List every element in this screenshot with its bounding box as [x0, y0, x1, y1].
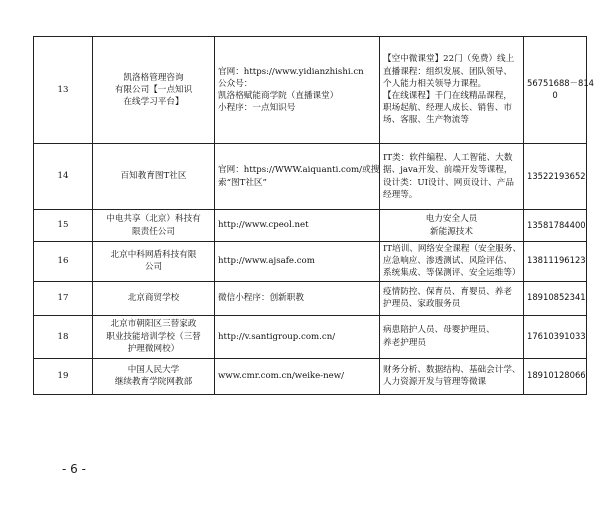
website-cell [215, 37, 380, 144]
course-content-line: 【空中微课堂】22门（免费）线上 [383, 54, 515, 65]
row-number-cell: 15 [34, 210, 93, 242]
website-line: 凯洛格赋能商学院（直播课堂） [218, 91, 339, 101]
course-content-line: IT类：软件编程、人工智能、大数 [383, 153, 513, 164]
course-content-cell [380, 242, 524, 282]
row-number-cell: 16 [34, 242, 93, 282]
table-row [34, 210, 587, 242]
website-cell [215, 281, 380, 315]
website-line: http://v.santigroup.com.cn/ [218, 331, 336, 342]
website-line: http://www.cpeol.net [218, 220, 309, 231]
organization-line: 继续教育学院网教部 [114, 377, 193, 388]
course-content-line: 财务分析、数据结构、基础会计学、 [383, 364, 521, 375]
contact-phone-cell [524, 144, 587, 210]
organization-cell [93, 242, 215, 282]
contact-phone-cell [524, 358, 587, 394]
course-content-line: 应急响应、渗透测试、风险评估、 [383, 256, 512, 267]
table-row [34, 37, 587, 144]
course-content-line: 电力安全人员 [425, 214, 478, 225]
contact-phone-line: 0 [552, 90, 558, 100]
website-cell [215, 358, 380, 394]
course-content-line: 设计类：UI设计、网页设计、产品 [383, 177, 514, 188]
table-row [34, 281, 587, 315]
course-content-cell [380, 358, 524, 394]
course-content-cell [380, 210, 524, 242]
website-cell [215, 242, 380, 282]
organization-line: 百知教育图T社区 [120, 171, 187, 182]
course-content-line: 护理员、家政服务员 [383, 299, 461, 310]
course-content-line: 直播课程：组织发展、团队领导、 [383, 66, 512, 77]
organization-line: 有限公司【一点知识 [114, 84, 193, 95]
course-content-line: IT培训、网络安全课程（安全服务、 [383, 244, 522, 254]
contact-phone-line: 17610391033 [527, 330, 586, 341]
course-content-line: 【在线课程】千门在线精品课程， [383, 91, 512, 101]
website-line: 微信小程序：创新职教 [218, 293, 304, 303]
organization-line: 凯洛格管理咨询 [123, 72, 184, 83]
table-body [34, 37, 594, 395]
table-row [34, 242, 587, 282]
contact-phone-cell [524, 281, 587, 315]
website-line: www.cmr.com.cn/weike-new/ [218, 371, 345, 381]
organization-line: 护理微网校） [127, 343, 180, 354]
course-content-line: 据、java开发、前端开发等课程， [383, 165, 513, 176]
website-line: 公众号： [218, 78, 253, 89]
table-row [34, 315, 587, 358]
course-content-line: 新能源技术 [430, 226, 473, 237]
contact-phone-line: 13522193652 [527, 170, 586, 181]
contact-phone-line: 18910128066 [527, 370, 586, 381]
table-row [34, 144, 587, 210]
organization-line: 北京商贸学校 [127, 293, 180, 303]
page-number: - 6 - [62, 462, 86, 476]
organization-line: 限责任公司 [132, 226, 175, 237]
website-line: http://www.ajsafe.com [218, 256, 315, 267]
course-content-line: 个人能力相关领导力课程。 [383, 78, 487, 89]
course-content-line: 场、客服、生产物流等 [383, 115, 469, 126]
website-line: 官网：https://www.yidianzhishi.cn [218, 66, 364, 77]
row-number-cell: 14 [34, 144, 93, 210]
organization-line: 公司 [144, 262, 163, 273]
course-content-line: 人力资源开发与管理等微课 [383, 377, 487, 388]
course-content-line: 职场起航、经理人成长、销售、市 [383, 103, 512, 114]
row-number-cell: 13 [34, 37, 93, 144]
course-content-cell [380, 315, 524, 358]
contact-phone-cell [524, 315, 587, 358]
organization-line: 职业技能培训学校（三替 [106, 331, 201, 342]
organization-line: 在线学习平台】 [123, 97, 184, 108]
row-number-cell: 18 [34, 315, 93, 358]
organization-cell [93, 315, 215, 358]
course-content-line: 疫情防控、保育员、育婴员、养老 [383, 286, 512, 297]
contact-phone-cell [524, 210, 587, 242]
organization-cell [93, 144, 215, 210]
website-line: 官网：https://WWW.aiquanti.com/或搜 [218, 165, 380, 176]
organization-line: 北京中科网盾科技有限 [110, 250, 197, 261]
website-cell [215, 315, 380, 358]
row-number-cell: 19 [34, 358, 93, 394]
course-content-line: 经理等。 [383, 189, 418, 200]
row-number-cell: 17 [34, 281, 93, 315]
website-line: 索“图T社区” [218, 177, 267, 188]
course-content-cell [380, 37, 524, 144]
organization-cell [93, 37, 215, 144]
organization-cell [93, 281, 215, 315]
training-providers-table [33, 36, 594, 395]
website-cell [215, 210, 380, 242]
contact-phone-line: 56751688－814 [527, 78, 594, 89]
contact-phone-cell [524, 37, 594, 144]
course-content-cell [380, 281, 524, 315]
contact-phone-line: 13811196123 [527, 255, 586, 266]
course-content-line: 系统集成、等保测评、安全运维等） [383, 268, 521, 279]
website-cell [215, 144, 380, 210]
organization-cell [93, 210, 215, 242]
contact-phone-line: 13581784400 [527, 219, 586, 230]
organization-line: 中国人民大学 [127, 364, 180, 375]
organization-line: 北京市朝阳区三替家政 [110, 319, 197, 330]
contact-phone-line: 18910852341 [527, 292, 586, 303]
organization-line: 中电共享（北京）科技有 [106, 214, 201, 225]
contact-phone-cell [524, 242, 587, 282]
table-row [34, 358, 587, 394]
organization-cell [93, 358, 215, 394]
website-line: 小程序：一点知识号 [218, 103, 296, 114]
course-content-cell [380, 144, 524, 210]
course-content-line: 养老护理员 [383, 337, 426, 348]
course-content-line: 病患陪护人员、母婴护理员、 [383, 325, 495, 336]
